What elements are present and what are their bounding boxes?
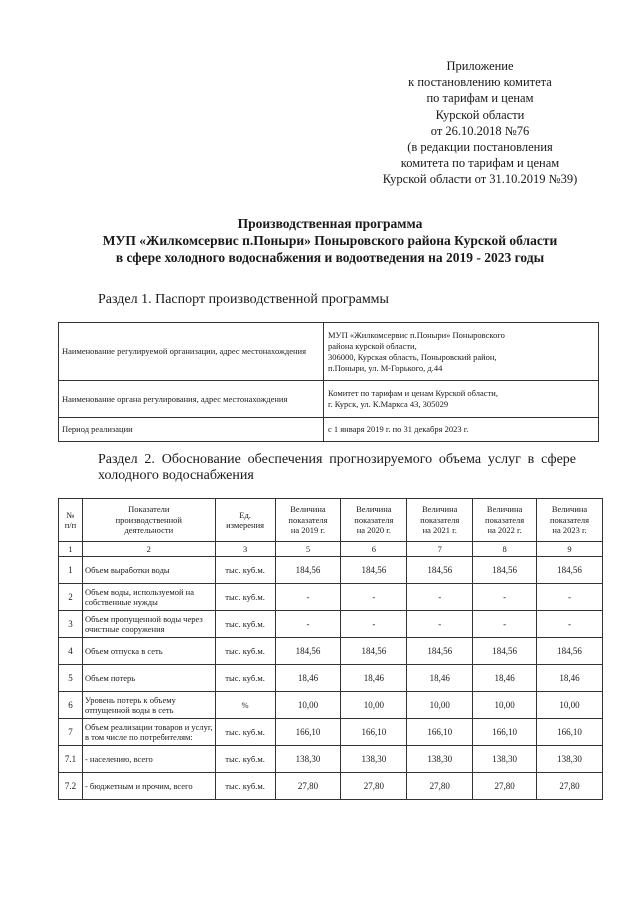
row-number: 4 [59,638,83,665]
appendix-line: к постановлению комитета [408,75,552,90]
appendix-line: (в редакции постановления [407,140,553,155]
value-2020: 166,10 [341,719,407,746]
header-line: на 2019 г. [290,525,326,536]
appendix-line: от 26.10.2018 №76 [430,123,530,138]
table-row [59,746,603,773]
header-line: на 2022 г. [487,525,522,536]
row-indicator: - населению, всего [82,746,215,773]
value-2019: 138,30 [275,746,341,773]
header-line: Величина [551,504,588,515]
appendix-line: Приложение [446,59,514,73]
passport-value [324,323,599,381]
value-2023: 184,56 [537,638,603,665]
appendix-line: Курской области от 31.10.2019 №39) [382,172,578,187]
header-line: измерения [226,520,265,530]
row-number: 3 [59,611,83,638]
header-line: Величина [422,504,458,515]
column-number: 7 [407,542,473,557]
passport-row [59,323,599,381]
header-2023 [537,499,603,542]
header-line: показателя [288,514,328,525]
value-2021: - [407,584,473,611]
header-num [59,499,83,542]
passport-row [59,381,599,418]
row-indicator: Уровень потерь к объему отпущенной воды в сеть [82,692,215,719]
table-row [59,719,603,746]
value-2019: - [275,611,341,638]
header-line: деятельности [124,525,174,536]
table-row [59,692,603,719]
title-line-2: МУП «Жилкомсервис п.Поныри» Поныровского района Курской области [102,233,558,248]
column-number: 6 [341,542,407,557]
row-unit: тыс. куб.м. [215,719,275,746]
row-number: 2 [59,584,83,611]
table-row [59,665,603,692]
passport-row [59,418,599,442]
value-2023: 166,10 [537,719,603,746]
column-number: 9 [537,542,603,557]
passport-value-line: г. Курск, ул. К.Маркса 43, 305029 [328,399,449,409]
row-unit: тыс. куб.м. [215,611,275,638]
header-line: показателя [549,514,590,525]
table-row [59,557,603,584]
passport-value-line: МУП «Жилкомсервис п.Поныри» Поныровского [328,329,505,340]
value-2022: 138,30 [473,746,537,773]
row-number: 6 [59,692,83,719]
header-line: п/п [64,520,77,530]
header-indicator [82,499,215,542]
header-line: Величина [290,504,326,515]
header-line: на 2023 г. [552,525,587,536]
header-row [59,499,603,542]
appendix-note [360,58,600,188]
header-line: Величина [486,504,523,515]
header-line: № [66,509,75,520]
value-2020: 184,56 [341,638,407,665]
column-number: 3 [215,542,275,557]
header-line: показателя [354,514,394,525]
row-indicator: Объем потерь [82,665,215,692]
value-2022: 184,56 [473,638,537,665]
value-2021: 166,10 [407,719,473,746]
header-unit [215,499,275,542]
value-2022: - [473,611,537,638]
passport-label: Период реализации [59,418,324,442]
row-indicator: - бюджетным и прочим, всего [82,773,215,800]
passport-value-line: района курской области, [328,340,417,351]
row-indicator: Объем отпуска в сеть [82,638,215,665]
title-line-1: Производственная программа [237,216,423,231]
value-2023: - [537,584,603,611]
header-line: на 2020 г. [356,525,391,536]
row-indicator: Объем реализации товаров и услуг, в том числе по потребителям: [82,719,215,746]
column-number: 2 [82,542,215,557]
column-number: 1 [59,542,83,557]
header-2020 [341,499,407,542]
row-unit: тыс. куб.м. [215,665,275,692]
appendix-line: комитета по тарифам и ценам [400,156,560,171]
value-2020: - [341,611,407,638]
value-2021: - [407,611,473,638]
header-2022 [473,499,537,542]
value-2021: 184,56 [407,557,473,584]
header-line: показателя [485,514,525,525]
row-indicator: Объем выработки воды [82,557,215,584]
header-line: показателя [420,514,460,525]
value-2022: 10,00 [473,692,537,719]
value-2019: 184,56 [275,638,341,665]
value-2020: 10,00 [341,692,407,719]
value-2020: - [341,584,407,611]
passport-value-line: с 1 января 2019 г. по 31 декабря 2023 г. [328,424,469,434]
row-unit: тыс. куб.м. [215,557,275,584]
section-2-heading: Раздел 2. Обоснование обеспечения прогнозируемого объема услуг в сфере холодного водоснабжения [98,452,576,483]
value-2022: 18,46 [473,665,537,692]
value-2021: 27,80 [407,773,473,800]
column-number: 8 [473,542,537,557]
value-2021: 184,56 [407,638,473,665]
row-unit: тыс. куб.м. [215,584,275,611]
column-number: 5 [275,542,341,557]
value-2020: 138,30 [341,746,407,773]
value-2022: 184,56 [473,557,537,584]
passport-value [324,381,599,418]
header-line: Величина [356,504,392,515]
value-2019: - [275,584,341,611]
value-2023: 184,56 [537,557,603,584]
passport-value-line: Комитет по тарифам и ценам Курской области, [328,388,498,398]
value-2023: 138,30 [537,746,603,773]
row-indicator: Объем воды, используемой на собственные нужды [82,584,215,611]
row-number: 7 [59,719,83,746]
value-2019: 27,80 [275,773,341,800]
value-2020: 27,80 [341,773,407,800]
row-number: 7.1 [59,746,83,773]
value-2023: 18,46 [537,665,603,692]
appendix-line: Курской области [435,107,525,122]
header-line: Ед. [239,509,251,520]
row-indicator: Объем пропущенной воды через очистные сооружения [82,611,215,638]
value-2020: 184,56 [341,557,407,584]
row-unit: тыс. куб.м. [215,746,275,773]
header-line: на 2021 г. [422,525,457,536]
passport-value-line: п.Поныри, ул. М-Горького, д.44 [328,362,443,373]
title-line-3: в сфере холодного водоснабжения и водоотведения на 2019 - 2023 годы [115,250,545,265]
value-2023: 10,00 [537,692,603,719]
header-2021 [407,499,473,542]
value-2019: 18,46 [275,665,341,692]
row-number: 7.2 [59,773,83,800]
value-2022: 27,80 [473,773,537,800]
value-2019: 10,00 [275,692,341,719]
value-2023: - [537,611,603,638]
value-2023: 27,80 [537,773,603,800]
column-number-row [59,542,603,557]
value-2019: 166,10 [275,719,341,746]
value-2022: - [473,584,537,611]
value-2019: 184,56 [275,557,341,584]
row-unit: тыс. куб.м. [215,638,275,665]
row-unit: % [215,692,275,719]
header-line: Показатели [128,504,170,515]
passport-label: Наименование органа регулирования, адрес местонахождения [59,381,324,418]
passport-label: Наименование регулируемой организации, адрес местонахождения [59,323,324,381]
water-supply-table [58,498,603,800]
appendix-line: по тарифам и ценам [426,91,534,106]
value-2021: 18,46 [407,665,473,692]
table-row [59,638,603,665]
header-line: производственной [115,514,182,525]
document-title [60,215,600,266]
value-2020: 18,46 [341,665,407,692]
passport-value-line: 306000, Курская область, Поныровский район, [328,351,497,362]
table-row [59,773,603,800]
table-row [59,611,603,638]
passport-value [324,418,599,442]
section-1-heading: Раздел 1. Паспорт производственной программы [98,292,389,307]
row-number: 1 [59,557,83,584]
value-2021: 138,30 [407,746,473,773]
passport-table [58,322,599,442]
row-unit: тыс. куб.м. [215,773,275,800]
value-2021: 10,00 [407,692,473,719]
value-2022: 166,10 [473,719,537,746]
row-number: 5 [59,665,83,692]
header-2019 [275,499,341,542]
table-row [59,584,603,611]
